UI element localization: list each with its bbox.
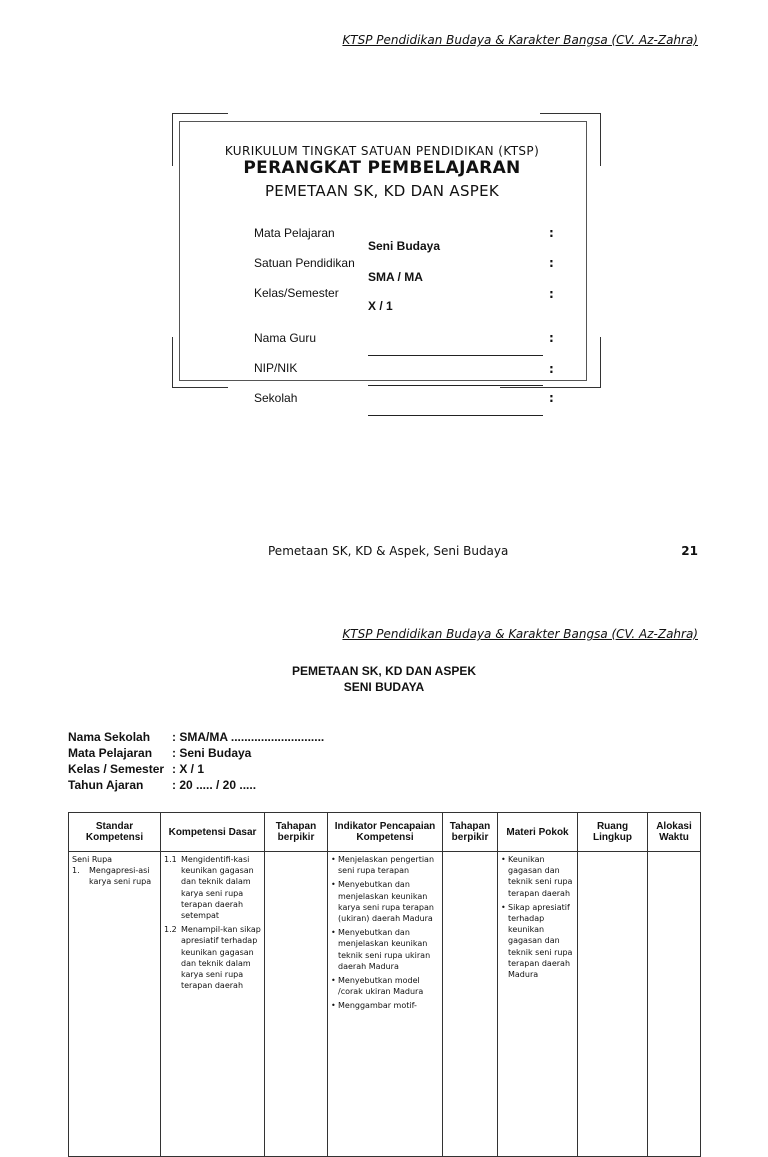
list-item: • Menjelaskan pengertian seni rupa terapan <box>338 854 439 876</box>
kd-item <box>164 854 261 921</box>
field-label-satuan-pendidikan: Satuan Pendidikan <box>254 256 355 270</box>
column-header: Tahapan berpikir <box>265 813 328 852</box>
page-number: 21 <box>681 544 698 558</box>
cell-tahapan-berpikir <box>265 852 328 1157</box>
kd-text: Menampil-kan sikap apresiatif terhadap keunikan gagasan dan teknik dalam karya seni rupa terapan daerah <box>181 925 261 991</box>
field-colon: : <box>549 256 554 270</box>
field-underline-nama-guru <box>368 354 543 356</box>
kd-text: Mengidentifi-kasi keunikan gagasan dan teknik dalam karya seni rupa terapan daerah setempat <box>181 855 254 921</box>
field-label-nip-nik: NIP/NIK <box>254 361 298 375</box>
table-header-row <box>69 813 701 852</box>
column-header: Ruang Lingkup <box>578 813 648 852</box>
info-key: Tahun Ajaran <box>68 778 144 792</box>
sk-title: Seni Rupa <box>72 855 113 864</box>
cover-main-title: PERANGKAT PEMBELAJARAN <box>243 158 521 178</box>
document-subtitle: SENI BUDAYA <box>343 680 425 694</box>
page-header: KTSP Pendidikan Budaya & Karakter Bangsa (CV. Az-Zahra) <box>342 33 698 47</box>
sk-number: 1. <box>72 866 80 876</box>
page-header: KTSP Pendidikan Budaya & Karakter Bangsa (CV. Az-Zahra) <box>342 627 698 641</box>
info-row-mata-pelajaran <box>68 746 251 760</box>
list-item: • Menyebutkan dan menjelaskan keunikan teknik seni rupa ukiran daerah Madura <box>338 927 439 972</box>
field-label-mata-pelajaran: Mata Pelajaran <box>254 226 335 240</box>
field-label-sekolah: Sekolah <box>254 391 298 405</box>
list-item: • Keunikan gagasan dan teknik seni rupa terapan daerah <box>508 854 574 899</box>
indikator-list <box>331 854 439 1012</box>
field-colon: : <box>549 226 554 240</box>
info-value: : 20 ..... / 20 ..... <box>172 778 257 792</box>
info-value: : X / 1 <box>172 762 205 776</box>
info-key: Kelas / Semester <box>68 762 165 776</box>
info-key: Mata Pelajaran <box>68 746 153 760</box>
column-header: Standar Kompetensi <box>69 813 161 852</box>
column-header: Kompetensi Dasar <box>161 813 265 852</box>
list-item: • Sikap apresiatif terhadap keunikan gagasan dan teknik seni rupa terapan daerah Madura <box>508 902 574 980</box>
list-item: • Menyebutkan dan menjelaskan keunikan karya seni rupa terapan (ukiran) daerah Madura <box>338 879 439 924</box>
sk-item <box>72 865 157 887</box>
field-colon: : <box>549 287 554 301</box>
cover-subtitle: PEMETAAN SK, KD DAN ASPEK <box>264 182 500 200</box>
field-colon: : <box>549 391 554 405</box>
info-row-tahun-ajaran <box>68 778 256 792</box>
cell-indikator <box>328 852 443 1157</box>
list-item: • Menyebutkan model /corak ukiran Madura <box>338 975 439 997</box>
cell-ruang-lingkup <box>578 852 648 1157</box>
cell-materi-pokok <box>498 852 578 1157</box>
field-value-mata-pelajaran: Seni Budaya <box>368 239 441 253</box>
table-row <box>69 852 701 1157</box>
cover-curriculum-title: KURIKULUM TINGKAT SATUAN PENDIDIKAN (KTSP) <box>224 144 540 158</box>
field-label-nama-guru: Nama Guru <box>254 331 317 345</box>
cell-kompetensi-dasar <box>161 852 265 1157</box>
info-value: : Seni Budaya <box>172 746 252 760</box>
column-header: Alokasi Waktu <box>648 813 701 852</box>
field-underline-sekolah <box>368 414 543 416</box>
field-colon: : <box>549 331 554 345</box>
field-value-kelas-semester: X / 1 <box>368 299 393 313</box>
info-row-nama-sekolah <box>68 730 324 744</box>
list-item: • Menggambar motif- <box>338 1000 439 1011</box>
field-label-kelas-semester: Kelas/Semester <box>254 286 339 300</box>
cell-standar-kompetensi <box>69 852 161 1157</box>
column-header: Tahapan berpikir <box>443 813 498 852</box>
info-value: : SMA/MA ............................ <box>172 730 325 744</box>
cell-tahapan-berpikir <box>443 852 498 1157</box>
info-row-kelas-semester <box>68 762 204 776</box>
info-key: Nama Sekolah <box>68 730 151 744</box>
sk-text: Mengapresi-asi karya seni rupa <box>89 866 152 887</box>
column-header: Indikator Pencapaian Kompetensi <box>328 813 443 852</box>
kd-number: 1.1 <box>164 855 177 864</box>
column-header: Materi Pokok <box>498 813 578 852</box>
kd-number: 1.2 <box>164 925 177 935</box>
kd-item <box>164 924 261 991</box>
materi-list <box>501 854 574 980</box>
field-underline-nip-nik <box>368 384 543 386</box>
document-title: PEMETAAN SK, KD DAN ASPEK <box>291 664 476 678</box>
cell-alokasi-waktu <box>648 852 701 1157</box>
mapping-table <box>68 812 701 1157</box>
field-value-satuan-pendidikan: SMA / MA <box>368 270 423 284</box>
page-footer: Pemetaan SK, KD & Aspek, Seni Budaya <box>268 544 509 558</box>
field-colon: : <box>549 362 554 376</box>
